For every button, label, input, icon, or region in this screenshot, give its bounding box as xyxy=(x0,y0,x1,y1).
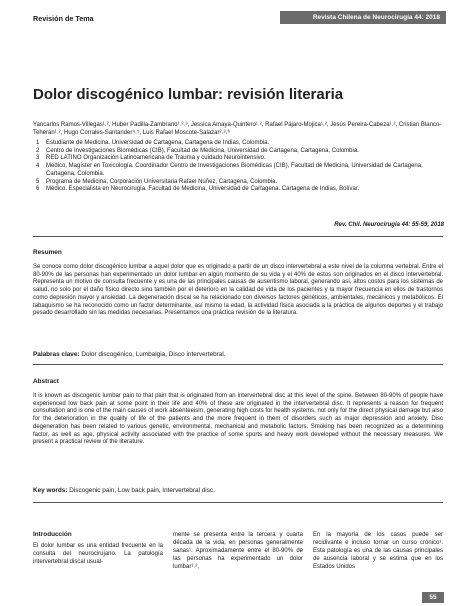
affiliation-text: Programa de Medicina, Corporación Universitaria Rafael Núñez, Cartagena, Colombia. xyxy=(46,178,278,185)
palabras-clave-label: Palabras clave: xyxy=(33,351,80,358)
citation: Rev. Chil. Neurocirugía 44: 55-59, 2018 xyxy=(334,222,444,228)
affiliation-item xyxy=(36,155,446,163)
abstract-heading: Abstract xyxy=(33,378,59,385)
key-words-text: Discogenic pain, Low back pain, Intervertebral disc. xyxy=(69,487,215,494)
intro-text-3: En la mayoría de los casos puede ser recidivante e incluso tornar un curso crónico¹. Esta patología es una de las causas principales de ausencia laboral y se estima que en los Estados Unidos xyxy=(313,532,443,570)
intro-text-2: mente se presenta entre la tercera y cuarta década de la vida, en personas generalmente sanas¹. Aproximadamente entre el 80-90% de las personas ha experimentado un dolor lumbar¹˒², xyxy=(173,532,303,570)
affiliation-number: 4 xyxy=(36,163,40,170)
key-words-label: Key words: xyxy=(33,487,68,494)
journal-banner xyxy=(280,11,446,24)
introduction-columns xyxy=(33,531,443,581)
key-words xyxy=(33,487,443,494)
intro-column-2 xyxy=(173,531,303,581)
affiliation-item xyxy=(36,163,446,178)
affiliation-text: Estudiante de Medicina. Universidad de Cartagena, Cartagena de Indias, Colombia. xyxy=(46,140,270,146)
affiliation-text: Médico. Especialista en Neurocirugía. Facultad de Medicina, Universidad de Cartagena. Cartagena de Indias, Bolívar. xyxy=(46,186,360,193)
divider xyxy=(33,236,443,237)
article-title: Dolor discogénico lumbar: revisión literaria xyxy=(33,86,344,103)
affiliation-text: Médico, Magíster en Toxicología. Coordinador Centro de Investigaciones Biomédicas (CIB), Facultad de Medicina, Universidad de Cartagena, Cartagena, Colombia. xyxy=(46,163,423,177)
intro-column-1 xyxy=(33,531,163,581)
section-label: Revisión de Tema xyxy=(33,14,94,23)
affiliation-item xyxy=(36,186,446,194)
intro-column-3 xyxy=(313,531,443,581)
divider xyxy=(33,502,443,503)
palabras-clave xyxy=(33,351,443,358)
affiliation-number: 5 xyxy=(36,178,40,185)
affiliation-number: 1 xyxy=(36,140,40,146)
resumen-text: Se conoce como dolor discogénico lumbar a aquel dolor que es originado a partir de un disco intervertebral a este nivel de la columna vertebral. Entre el 80-90% de las personas han experimentado un dolor lumbar en algún momento de su vida y el 40% de estos son originados en el disco intervertebral. Representa un motivo de consulta frecuente y es una de las principales causas de ausentismo laboral, generando así, altos costos para los sistemas de salud, no solo por el daño físico directo sino también por el deterioro en la calidad de vida de los pacientes y la mayor frecuencia en ellos de trastornos como depresión mayor y ansiedad. La degeneración discal se ha relacionado con diversos factores genéticos, ambientales, mecánicos y metabólicos. El tabaquismo se ha reconocido como un factor determinante, así mismo la edad, la actividad física asociada a la práctica de algunos deportes y el trabajo pesado desarrollado sin las medidas necesarias. Presentamos una práctica revisión de la literatura. xyxy=(33,264,443,317)
affiliation-number: 6 xyxy=(36,186,40,193)
affiliation-text: RED LATINO Organización Latinoamericana de Trauma y cuidado Neurointensivo. xyxy=(46,155,266,162)
affiliation-text: Centro de Investigaciones Biomédicas (CIB), Facultad de Medicina, Universidad de Cartagena, Cartagena, Colombia. xyxy=(46,147,359,154)
divider xyxy=(33,364,443,365)
palabras-clave-text: Dolor discogénico, Lumbalgia, Disco intervertebral. xyxy=(81,351,226,358)
affiliation-item xyxy=(36,140,446,148)
journal-name: Revista Chilena de Neurocirugía 44: 2018 xyxy=(312,14,440,21)
affiliation-list xyxy=(36,140,446,194)
affiliation-item xyxy=(36,148,446,156)
abstract-text: It is known as discogenic lumbar pain to that pain that is originated from an intervertebral disc at this level of the spine. Between 80-90% of people have experienced low back pain at some point in their life and 40% of these are originated in the intervertebral disc. It represents a reason for frequent consultation and is one of the main causes of work absenteeism, generating high costs for health systems, not only for the direct physical damage but also for the deterioration in the quality of life of the patients and the more frequent in them of disorders such as major depression and anxiety. Disc degeneration has been related to various genetic, environmental, mechanical and metabolic factors. Smoking has been recognized as a determining factor, as well as age, physical activity associated with the practice of some sports and heavy work developed without the necessary measures. We present a practical review of the literature. xyxy=(33,393,443,446)
affiliation-number: 2 xyxy=(36,147,40,154)
author-list: Yancarlos Ramos-Villegas¹˒², Huber Padilla-Zambrano¹˒²˒³, Jessica Amaya-Quintero¹˒², Rafael Pájaro-Mojica¹˒², Jesús Pereira-Cabeza¹˒², Cristian Blanco-Teherán¹˒², Hugo Corrales-Santander⁴˒⁵, Luis Rafael Moscote-Salazar²˒³˒⁶ xyxy=(33,122,442,136)
affiliation-item xyxy=(36,179,446,187)
page-number: 55 xyxy=(422,592,444,603)
affiliation-number: 3 xyxy=(36,155,40,162)
intro-text-1: El dolor lumbar es una entidad frecuente en la consulta del neurocirujano. La patología intervertebral discal usual- xyxy=(33,543,163,565)
intro-heading: Introducción xyxy=(33,531,72,538)
resumen-heading: Resumen xyxy=(33,249,62,256)
